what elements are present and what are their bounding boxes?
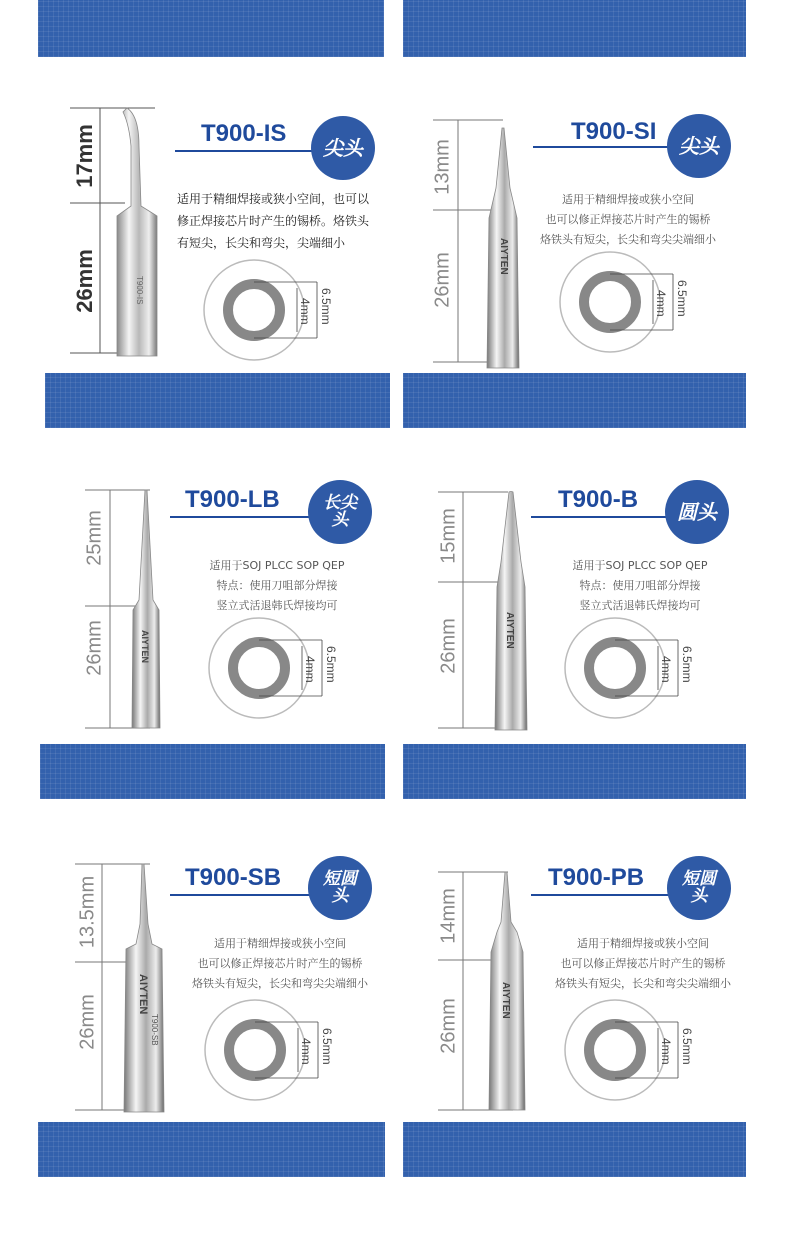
top-band-right <box>403 0 746 57</box>
diameter-diagram <box>558 616 698 726</box>
model-title: T900-B <box>558 486 639 513</box>
soldering-tip-image <box>489 492 533 732</box>
inner-diameter-label: 4mm <box>298 298 312 325</box>
model-title: T900-SI <box>571 118 657 145</box>
product-card-t900-si <box>403 100 746 370</box>
shank-length-label: 26mm <box>437 618 460 674</box>
top-band-left <box>38 0 384 57</box>
shank-length-label: 26mm <box>83 620 106 676</box>
outer-diameter-label: 6.5mm <box>680 646 694 683</box>
model-title: T900-LB <box>185 486 280 513</box>
outer-diameter-label: 6.5mm <box>324 646 338 683</box>
soldering-tip-image <box>115 106 175 356</box>
product-description: 适用于精细焊接或狭小空间，也可以修正焊接芯片时产生的锡桥。烙铁头有短尖，长尖和弯尖，尖端细小 <box>177 192 370 250</box>
diameter-diagram <box>558 998 698 1108</box>
product-card-t900-pb <box>403 852 746 1122</box>
model-title: T900-PB <box>548 864 645 891</box>
svg-text:AIYTEN: AIYTEN <box>140 630 150 664</box>
inner-diameter-label: 4mm <box>659 1038 673 1065</box>
product-description: 适用于精细焊接或狭小空间 也可以修正焊接芯片时产生的锡桥 烙铁头有短尖，长尖和弯尖尖端细小 <box>555 937 731 990</box>
card-band-t900-is <box>45 373 390 428</box>
diameter-diagram <box>197 258 337 368</box>
shank-length-label: 26mm <box>76 994 99 1050</box>
outer-diameter-label: 6.5mm <box>319 288 333 325</box>
svg-text:AIYTEN: AIYTEN <box>498 238 509 275</box>
product-description: 适用于精细焊接或狭小空间 也可以修正焊接芯片时产生的锡桥 烙铁头有短尖，长尖和弯尖尖端细小 <box>540 193 716 246</box>
inner-diameter-label: 4mm <box>659 656 673 683</box>
shank-length-label: 26mm <box>431 252 454 308</box>
tip-length-label: 13mm <box>431 139 454 195</box>
tip-type-badge: 长尖头 <box>308 480 372 544</box>
product-description: 适用于SOJ PLCC SOP QEP 特点：使用刀咀部分焊接 竖立式活退韩氏焊接均可 <box>572 559 708 612</box>
outer-diameter-label: 6.5mm <box>320 1028 334 1065</box>
tip-type-badge: 尖头 <box>667 114 731 178</box>
svg-text:AIYTEN: AIYTEN <box>137 974 149 1015</box>
product-description: 适用于SOJ PLCC SOP QEP 特点：使用刀咀部分焊接 竖立式活退韩氏焊接均可 <box>209 559 345 612</box>
svg-text:T900-IS: T900-IS <box>135 276 144 305</box>
svg-text:AIYTEN: AIYTEN <box>504 612 515 649</box>
shank-length-label: 26mm <box>72 249 97 313</box>
inner-diameter-label: 4mm <box>654 290 668 317</box>
product-description: 适用于精细焊接或狭小空间 也可以修正焊接芯片时产生的锡桥 烙铁头有短尖，长尖和弯尖尖端细小 <box>192 937 368 990</box>
outer-diameter-label: 6.5mm <box>675 280 689 317</box>
inner-diameter-label: 4mm <box>303 656 317 683</box>
soldering-tip-image <box>483 128 523 368</box>
svg-text:AIYTEN: AIYTEN <box>500 982 511 1019</box>
product-card-t900-b <box>403 478 746 744</box>
tip-type-badge: 短圆头 <box>667 856 731 920</box>
soldering-tip-image <box>485 872 529 1112</box>
model-title: T900-IS <box>201 120 287 147</box>
title-underline <box>175 150 315 152</box>
tip-length-label: 17mm <box>72 124 97 188</box>
shank-length-label: 26mm <box>437 998 460 1054</box>
title-underline <box>170 516 310 518</box>
diameter-diagram <box>553 250 693 360</box>
product-card-t900-lb <box>40 478 385 744</box>
diameter-diagram <box>198 998 338 1108</box>
title-underline <box>531 516 671 518</box>
card-band-t900-pb <box>403 1122 746 1177</box>
tip-type-badge: 圆头 <box>665 480 729 544</box>
tip-type-badge: 尖头 <box>311 116 375 180</box>
tip-length-label: 25mm <box>83 510 106 566</box>
soldering-tip-image <box>128 490 164 730</box>
tip-type-badge: 短圆头 <box>308 856 372 920</box>
inner-diameter-label: 4mm <box>299 1038 313 1065</box>
soldering-tip-image <box>120 864 168 1114</box>
title-underline <box>170 894 310 896</box>
diameter-diagram <box>202 616 342 726</box>
model-title: T900-SB <box>185 864 282 891</box>
tip-length-label: 15mm <box>437 508 460 564</box>
product-card-t900-sb <box>40 852 385 1122</box>
tip-length-label: 14mm <box>437 888 460 944</box>
card-band-t900-lb <box>40 744 385 799</box>
title-underline <box>531 894 671 896</box>
card-band-t900-si <box>403 373 746 428</box>
tip-length-label: 13.5mm <box>76 875 99 949</box>
svg-text:T900-SB: T900-SB <box>150 1014 159 1046</box>
title-underline <box>533 146 673 148</box>
outer-diameter-label: 6.5mm <box>680 1028 694 1065</box>
card-band-t900-sb <box>38 1122 385 1177</box>
card-band-t900-b <box>403 744 746 799</box>
